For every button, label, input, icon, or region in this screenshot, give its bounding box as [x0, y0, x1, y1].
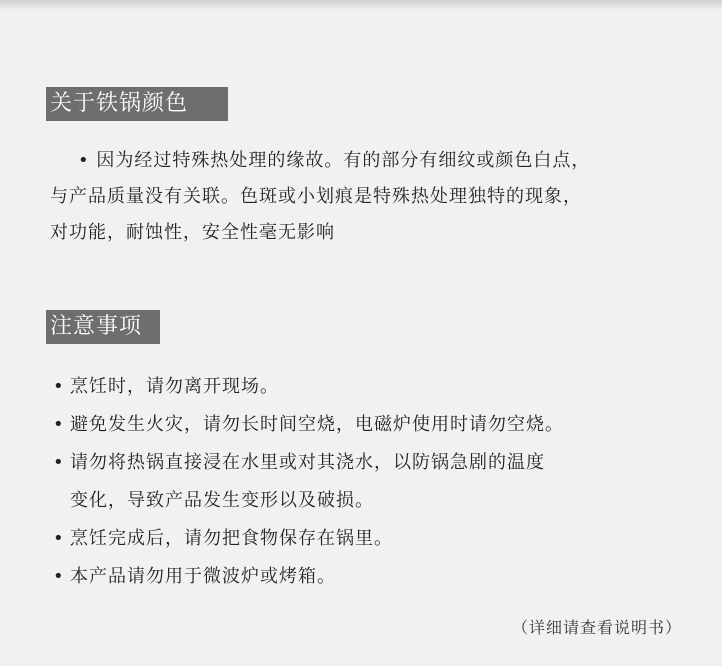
- paragraph-line: • 因为经过特殊热处理的缘故。有的部分有细纹或颜色白点，: [78, 150, 591, 171]
- list-item-continuation: 变化，导致产品发生变形以及破损。: [70, 490, 374, 511]
- top-edge-band: [0, 0, 722, 10]
- list-item-text: 本产品请勿用于微波炉或烤箱。: [70, 566, 336, 587]
- paragraph-line: 与产品质量没有关联。色斑或小划痕是特殊热处理独特的现象，: [50, 186, 582, 207]
- list-item: [50, 368, 710, 406]
- list-item: [50, 520, 710, 558]
- bullet-dot-icon: •: [53, 376, 65, 397]
- list-item: [50, 406, 710, 444]
- paragraph-line: 对功能，耐蚀性，安全性毫无影响: [50, 222, 335, 243]
- list-item-text: 请勿将热锅直接浸在水里或对其浇水，以防锅急剧的温度: [70, 452, 545, 473]
- section-title-precautions: 注意事项: [46, 310, 160, 344]
- list-item: [50, 558, 710, 596]
- list-item-text: 烹饪时，请勿离开现场。: [70, 376, 279, 397]
- bullet-dot-icon: •: [53, 414, 65, 435]
- bullet-dot-icon: •: [53, 566, 65, 587]
- list-item-text: 避免发生火灾，请勿长时间空烧，电磁炉使用时请勿空烧。: [70, 414, 564, 435]
- wok-color-paragraph: [50, 143, 700, 251]
- list-item: [50, 444, 710, 482]
- list-item-text: 烹饪完成后，请勿把食物保存在锅里。: [70, 528, 393, 549]
- bullet-dot-icon: •: [53, 528, 65, 549]
- bullet-dot-icon: •: [53, 452, 65, 473]
- section-title-wok-color: 关于铁锅颜色: [46, 87, 228, 121]
- precautions-list: [50, 368, 710, 596]
- footnote: （详细请查看说明书）: [511, 618, 682, 637]
